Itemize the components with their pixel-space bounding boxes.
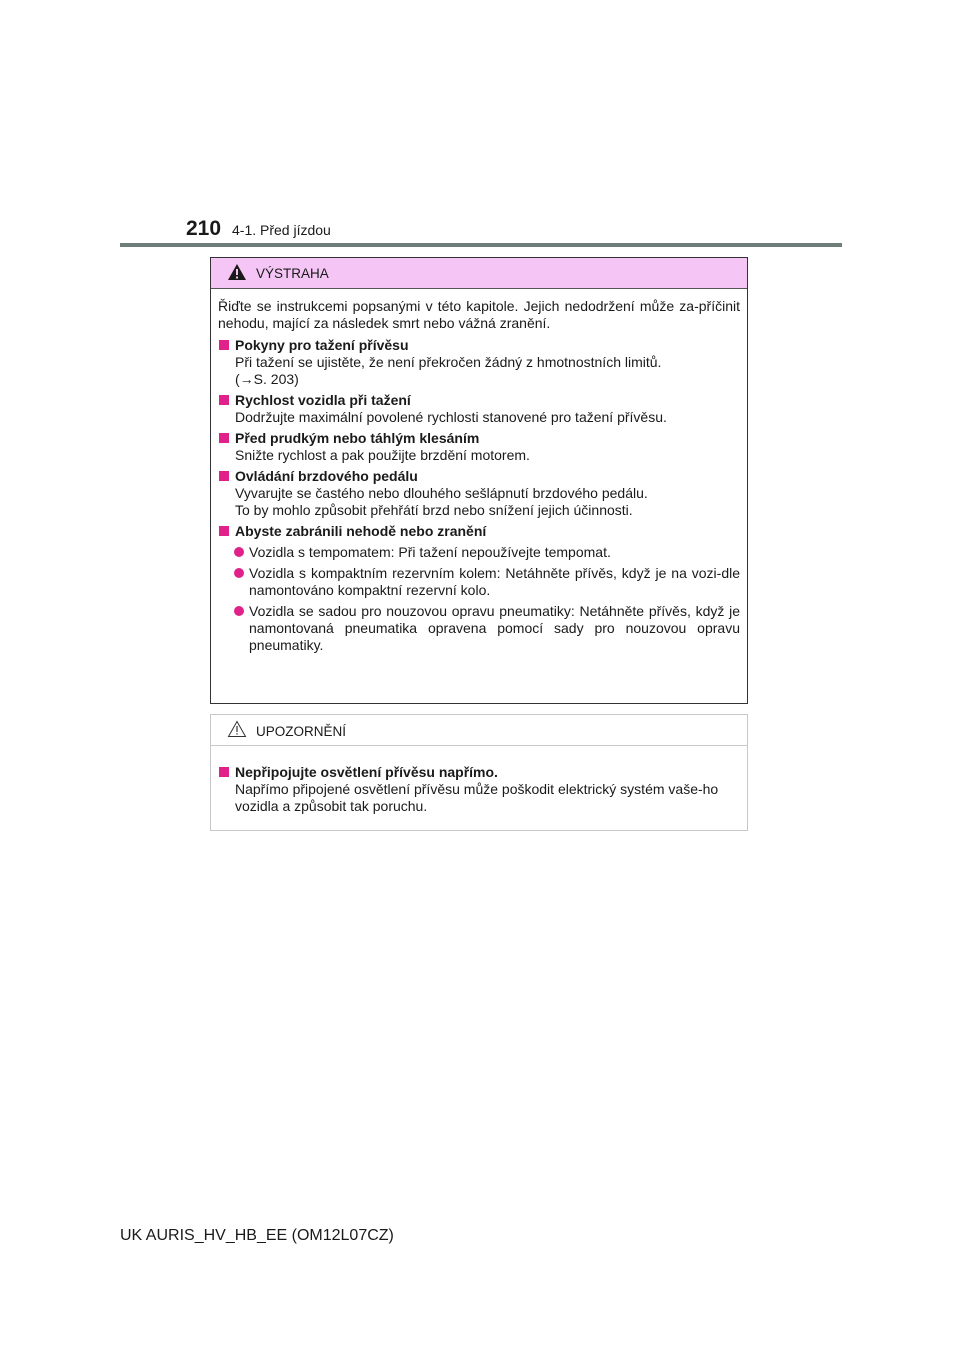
footer-manual-code: UK AURIS_HV_HB_EE (OM12L07CZ) xyxy=(120,1227,394,1244)
page-number: 210 xyxy=(186,217,222,240)
item-heading-towing-speed: Rychlost vozidla při tažení xyxy=(218,392,740,409)
warning-triangle-icon xyxy=(227,263,247,281)
item-text: Dodržujte maximální povolené rychlosti stanovené pro tažení přívěsu. xyxy=(235,409,667,425)
caution-text: Napřímo připojené osvětlení přívěsu může poškodit elektrický systém vaše-ho vozidla a způsobit tak poruchu. xyxy=(235,781,719,814)
square-bullet-icon xyxy=(219,395,229,405)
warning-header xyxy=(211,258,747,289)
caution-title: UPOZORNĚNÍ xyxy=(256,724,347,739)
square-bullet-icon xyxy=(219,340,229,350)
item-heading-brake-pedal: Ovládání brzdového pedálu xyxy=(218,468,740,485)
item-heading-towing-instructions: Pokyny pro tažení přívěsu xyxy=(218,337,740,354)
header-rule xyxy=(120,243,842,247)
item-text: Snižte rychlost a pak použijte brzdění motorem. xyxy=(235,447,530,463)
round-bullet-icon xyxy=(234,547,244,557)
square-bullet-icon xyxy=(219,433,229,443)
page-reference: (→S. 203) xyxy=(235,371,299,387)
bullet-item: Vozidla s kompaktním rezervním kolem: Netáhněte přívěs, když je na vozi-dle namontováno kompaktní rezervní kolo. xyxy=(218,565,740,599)
warning-body xyxy=(211,289,747,654)
item-text: To by mohlo způsobit přehřátí brzd nebo snížení jejich účinnosti. xyxy=(235,502,633,518)
bullet-item: Vozidla se sadou pro nouzovou opravu pneumatiky: Netáhněte přívěs, když je namontovaná pneumatika opravena pomocí sady pro nouzovou opravu pneumatiky. xyxy=(218,603,740,654)
square-bullet-icon xyxy=(219,471,229,481)
square-bullet-icon xyxy=(219,767,229,777)
item-text: Vyvarujte se častého nebo dlouhého sešlápnutí brzdového pedálu. xyxy=(235,485,648,501)
caution-triangle-icon xyxy=(227,720,247,738)
item-text: Při tažení se ujistěte, že není překročen žádný z hmotnostních limitů. xyxy=(235,354,662,370)
caution-heading: Nepřipojujte osvětlení přívěsu napřímo. xyxy=(218,764,740,781)
item-heading-prevent-accident: Abyste zabránili nehodě nebo zranění xyxy=(218,523,740,540)
section-title: 4-1. Před jízdou xyxy=(232,222,331,238)
caution-body xyxy=(211,746,747,815)
caution-box xyxy=(210,714,748,831)
square-bullet-icon xyxy=(219,526,229,536)
item-heading-steep-descent: Před prudkým nebo táhlým klesáním xyxy=(218,430,740,447)
warning-intro: Řiďte se instrukcemi popsanými v této kapitole. Jejich nedodržení může za-příčinit nehodu, mající za následek smrt nebo vážná zranění. xyxy=(218,298,740,331)
warning-box xyxy=(210,257,748,704)
bullet-item: Vozidla s tempomatem: Při tažení nepoužívejte tempomat. xyxy=(218,544,740,561)
round-bullet-icon xyxy=(234,568,244,578)
warning-title: VÝSTRAHA xyxy=(256,266,329,281)
round-bullet-icon xyxy=(234,606,244,616)
caution-header xyxy=(211,715,747,746)
